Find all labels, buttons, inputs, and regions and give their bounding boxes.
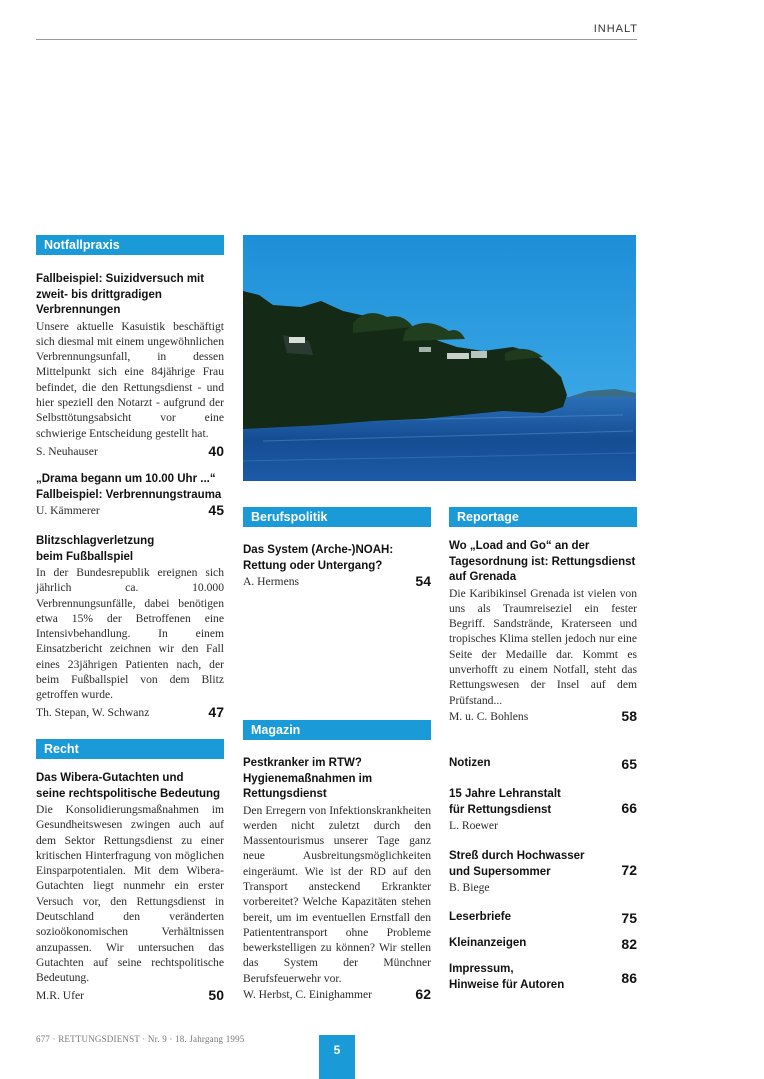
- article-teaser: Unsere aktuelle Kasuistik beschäftigt sich diesmal mit einem ungewöhnlichen Verbrennungsunfall, in dessen Mittelpunkt sich eine 84jährige Frau befindet, die den Rettungsdienst - und hier speziell den Notarzt - aufgrund der Selbsttötungsabsicht vor eine schwierige Entscheidung gestellt hat.: [36, 319, 224, 440]
- article-author: A. Hermens: [243, 575, 300, 588]
- section-berufspolitik: Berufspolitik: [243, 507, 431, 527]
- article-title: „Drama begann um 10.00 Uhr ...“ Fallbeispiel: Verbrennungstrauma: [36, 473, 222, 501]
- section-notfallpraxis: Notfallpraxis: [36, 235, 224, 255]
- section-reportage: Reportage: [449, 507, 637, 527]
- article-teaser: Die Karibikinsel Grenada ist vielen von uns als Traumreiseziel ein fester Begriff. Sandstrände, Kraterseen und tropisches Klima stellen jedoch nur eine Seite der Medaille dar. Kommt es unverhofft zu einem Notfall, steht das Rettungswesen der Insel auf dem Prüfstand...: [449, 586, 637, 707]
- article-page-number: 86: [621, 970, 637, 986]
- article-author: W. Herbst, C. Einighammer: [243, 988, 373, 1002]
- article-page-number: 45: [208, 502, 224, 519]
- article-title: Impressum, Hinweise für Autoren: [449, 963, 565, 991]
- article-page-number: 66: [621, 800, 637, 816]
- article-page-number: 82: [621, 935, 637, 952]
- article-page-number: 65: [621, 755, 637, 772]
- article-title: Wo „Load and Go“ an der Tagesordnung ist: Rettungsdienst auf Grenada: [449, 540, 636, 583]
- article-page-number: 54: [415, 573, 431, 590]
- article-page-number: 62: [415, 986, 431, 1003]
- article-title: Leserbriefe: [449, 911, 512, 923]
- article-leserbriefe[interactable]: [449, 910, 637, 926]
- article-title: Kleinanzeigen: [449, 937, 527, 949]
- article-author: M.R. Ufer: [36, 988, 84, 1002]
- page-header-label: INHALT: [593, 23, 638, 35]
- article-teaser: In der Bundesrepublik ereignen sich jährlich ca. 10.000 Verbrennungsunfälle, dabei benötigen etwa 15% der Betroffenen eine Intensivbehandlung. In einem Einsatzbericht zeichnen wir den Fall eines 23jährigen Patienten nach, der beim Fußballspiel von dem Blitz getroffen wurde.: [36, 566, 224, 702]
- article-pest[interactable]: [243, 756, 431, 1002]
- article-kleinanzeigen[interactable]: [449, 936, 637, 952]
- article-hochwasser[interactable]: [449, 849, 637, 895]
- grenada-coast-photo: [243, 235, 636, 481]
- article-title: Das Wibera-Gutachten und seine rechtspolitische Bedeutung: [36, 772, 221, 800]
- header-divider: [36, 39, 637, 40]
- article-teaser: Den Erregern von Infektionskrankheiten werden nicht zuletzt durch den Massentourismus unserer Tage ganz neue Ausbreitungsmöglichkeiten eingeräumt. Wie ist der RD auf den Transport ansteckend Erkrankter vorbereitet? Welche Kapazitäten stehen bereit, um im eventuellen Ernstfall den Patiententransport ohne Probleme bewerkstelligen zu können? Wir stellen das System der Münchner Berufsfeuerwehr vor.: [243, 803, 431, 985]
- journal-footer: 677 · RETTUNGSDIENST · Nr. 9 · 18. Jahrgang 1995: [36, 1034, 245, 1044]
- page-number-tab: 5: [319, 1035, 355, 1079]
- article-noah[interactable]: [243, 543, 431, 589]
- article-suizid[interactable]: [36, 272, 224, 459]
- article-author: U. Kämmerer: [36, 504, 100, 517]
- article-drama[interactable]: [36, 472, 224, 518]
- article-lehranstalt[interactable]: [449, 787, 637, 833]
- article-author: B. Biege: [449, 881, 490, 894]
- article-author: Th. Stepan, W. Schwanz: [36, 705, 150, 719]
- article-title: 15 Jahre Lehranstalt für Rettungsdienst: [449, 788, 561, 816]
- article-blitz[interactable]: [36, 534, 224, 720]
- article-page-number: 72: [621, 862, 637, 878]
- article-author: L. Roewer: [449, 819, 498, 832]
- article-page-number: 50: [208, 986, 224, 1003]
- article-title: Streß durch Hochwasser und Supersommer: [449, 850, 585, 878]
- article-title: Pestkranker im RTW? Hygienemaßnahmen im Rettungsdienst: [243, 757, 373, 800]
- article-wibera[interactable]: [36, 771, 224, 1003]
- section-recht: Recht: [36, 739, 224, 759]
- article-author: M. u. C. Bohlens: [449, 709, 529, 723]
- article-grenada[interactable]: [449, 539, 637, 724]
- article-title: Blitzschlagverletzung beim Fußballspiel: [36, 535, 155, 563]
- article-author: S. Neuhauser: [36, 444, 98, 458]
- article-page-number: 75: [621, 909, 637, 926]
- article-title: Fallbeispiel: Suizidversuch mit zweit- bis drittgradigen Verbrennungen: [36, 273, 205, 316]
- article-page-number: 58: [621, 708, 637, 725]
- article-title: Das System (Arche-)NOAH: Rettung oder Untergang?: [243, 544, 394, 572]
- article-page-number: 40: [208, 443, 224, 460]
- article-page-number: 47: [208, 703, 224, 720]
- article-teaser: Die Konsolidierungsmaßnahmen im Gesundheitswesen zwingen auch auf dem Sektor Rettungsdienst zu einer kritischen Hinterfragung von möglichen Einsparpotentialen. Mit dem Wibera-Gutachten liegt nunmehr ein erster Versuch vor, den Rettungsdienst in Deutschland den veränderten sozioökonomischen Verhältnissen anzupassen. Wir untersuchen das Gutachten auf seine rechtspolitische Bedeutung.: [36, 803, 224, 985]
- article-impressum[interactable]: [449, 962, 637, 993]
- article-title: Notizen: [449, 757, 491, 769]
- photo-illustration: [243, 235, 636, 481]
- article-notizen[interactable]: [449, 756, 637, 772]
- section-magazin: Magazin: [243, 720, 431, 740]
